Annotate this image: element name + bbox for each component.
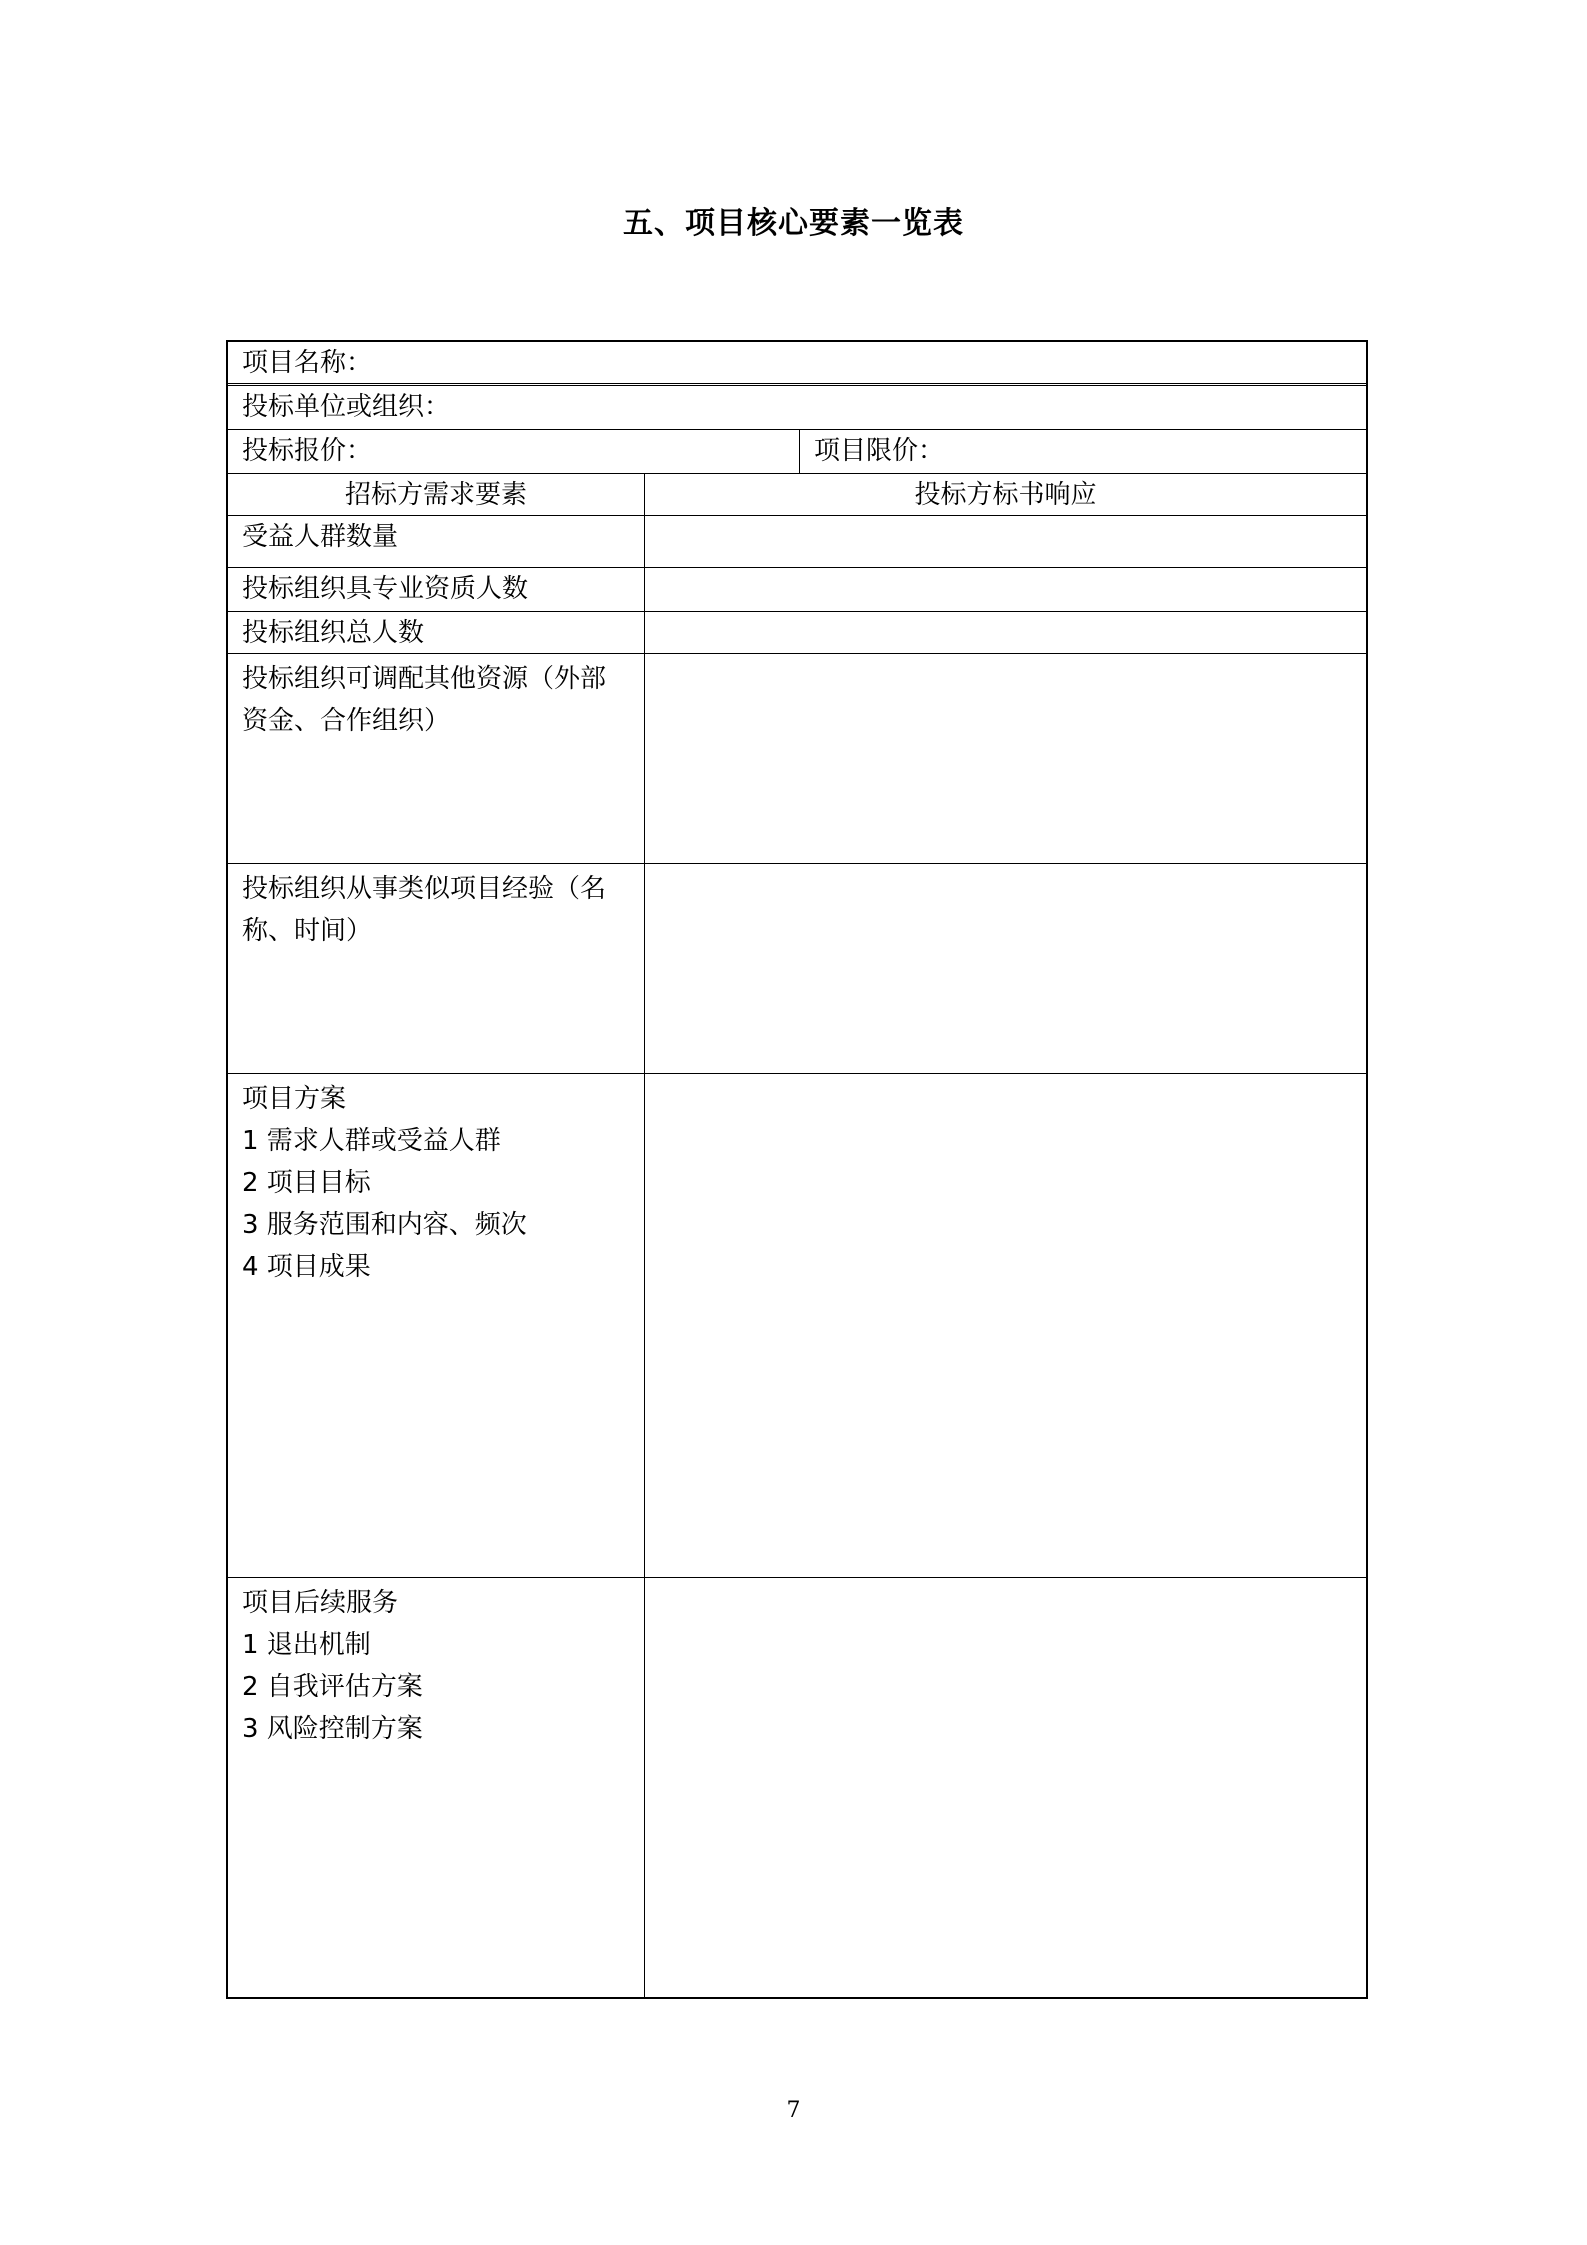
table-row <box>228 568 1366 612</box>
total-staff-response[interactable] <box>645 612 1366 653</box>
page-number: 7 <box>786 2098 801 2123</box>
qualified-staff-response[interactable] <box>645 568 1366 611</box>
bid-price-label[interactable]: 投标报价： <box>228 430 800 473</box>
core-elements-table <box>226 340 1368 1999</box>
list-item: 2 自我评估方案 <box>242 1672 423 1702</box>
table-row <box>228 864 1366 1074</box>
other-resources-label: 投标组织可调配其他资源（外部资金、合作组织） <box>228 654 645 863</box>
table-header-row <box>228 474 1366 516</box>
list-item: 4 项目成果 <box>242 1252 371 1282</box>
page-title: 五、项目核心要素一览表 <box>623 206 964 241</box>
project-plan-label <box>228 1074 645 1577</box>
table-row <box>228 1074 1366 1578</box>
follow-up-response[interactable] <box>645 1578 1366 1997</box>
qualified-staff-label: 投标组织具专业资质人数 <box>228 568 645 611</box>
list-item: 2 项目目标 <box>242 1168 371 1198</box>
list-item: 1 退出机制 <box>242 1630 371 1660</box>
list-item: 3 风险控制方案 <box>242 1714 423 1744</box>
follow-up-label <box>228 1578 645 1997</box>
table-row <box>228 654 1366 864</box>
project-plan-response[interactable] <box>645 1074 1366 1577</box>
total-staff-label: 投标组织总人数 <box>228 612 645 653</box>
header-requirement: 招标方需求要素 <box>228 474 645 515</box>
header-response: 投标方标书响应 <box>914 480 1097 510</box>
project-name-row <box>228 342 1366 386</box>
price-row <box>228 430 1366 474</box>
bidder-row <box>228 386 1366 430</box>
table-row <box>228 516 1366 568</box>
table-row <box>228 1578 1366 1997</box>
beneficiary-count-response[interactable] <box>645 516 1366 567</box>
list-item: 1 需求人群或受益人群 <box>242 1126 501 1156</box>
other-resources-response[interactable] <box>645 654 1366 863</box>
price-limit-label[interactable]: 项目限价： <box>814 436 945 466</box>
list-item: 3 服务范围和内容、频次 <box>242 1210 527 1240</box>
follow-up-title: 项目后续服务 <box>242 1588 399 1618</box>
project-plan-title: 项目方案 <box>242 1084 347 1114</box>
bidder-label[interactable]: 投标单位或组织： <box>242 392 451 422</box>
similar-experience-label: 投标组织从事类似项目经验（名称、时间） <box>228 864 645 1073</box>
table-row <box>228 612 1366 654</box>
project-name-label[interactable]: 项目名称： <box>242 348 373 378</box>
beneficiary-count-label: 受益人群数量 <box>228 516 645 567</box>
similar-experience-response[interactable] <box>645 864 1366 1073</box>
